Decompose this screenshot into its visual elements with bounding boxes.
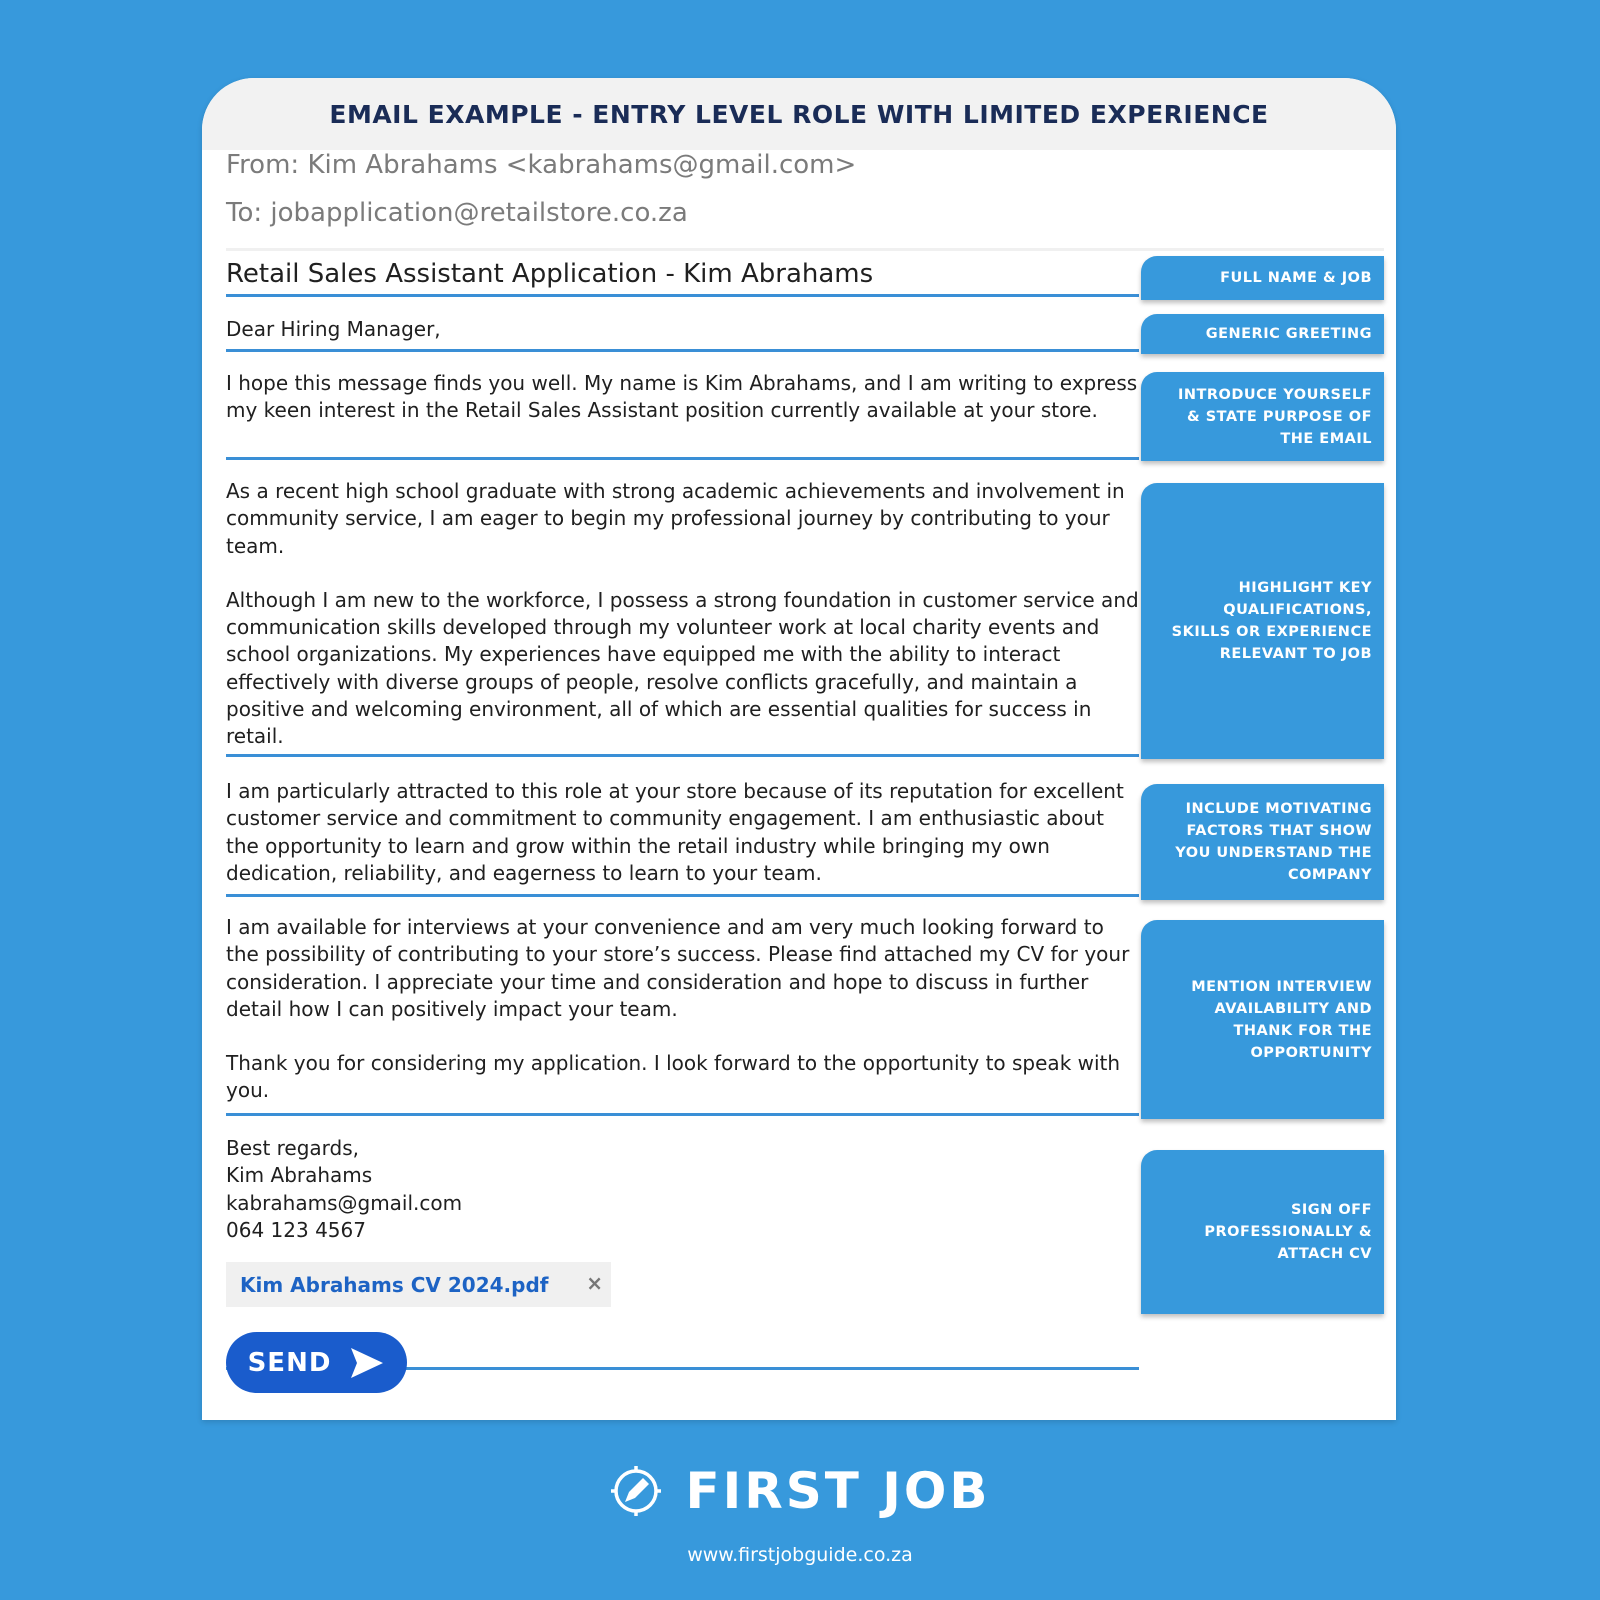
send-arrow-icon xyxy=(349,1346,385,1380)
tag-line: THANK FOR THE xyxy=(1233,1022,1372,1039)
tag-line: INCLUDE MOTIVATING xyxy=(1185,801,1372,817)
availability-row[interactable] xyxy=(226,914,1139,1116)
signoff-closing: Best regards, xyxy=(226,1136,360,1160)
email-card xyxy=(202,78,1396,1420)
tag-generic-greeting xyxy=(1141,314,1384,354)
tag-interview-availability xyxy=(1141,920,1384,1119)
tag-text xyxy=(1178,384,1372,450)
subject-text: Retail Sales Assistant Application - Kim Abrahams xyxy=(226,259,874,289)
compass-pen-icon xyxy=(609,1464,663,1518)
tag-sign-off xyxy=(1141,1150,1384,1314)
tag-line: AVAILABILITY AND xyxy=(1214,1000,1372,1017)
attachment-filename[interactable]: Kim Abrahams CV 2024.pdf xyxy=(240,1272,549,1297)
tag-line: COMPANY xyxy=(1287,867,1372,883)
tag-line: FACTORS THAT SHOW xyxy=(1186,823,1372,839)
tag-line: MENTION INTERVIEW xyxy=(1191,978,1372,995)
tag-line: & STATE PURPOSE OF xyxy=(1187,408,1372,425)
tag-line: HIGHLIGHT KEY xyxy=(1238,580,1372,596)
signoff-name: Kim Abrahams xyxy=(226,1163,373,1188)
motivation-row[interactable] xyxy=(226,778,1139,897)
qualifications-text-1: As a recent high school graduate with strong academic achievements and involvement in community service, I am eager to begin my professional journey by contributing to your team. xyxy=(226,479,1125,558)
signoff-email: kabrahams@gmail.com xyxy=(226,1190,463,1215)
intro-row[interactable] xyxy=(226,370,1139,460)
tag-line: SIGN OFF xyxy=(1290,1202,1372,1218)
tag-line: RELEVANT TO JOB xyxy=(1219,646,1372,662)
availability-text: I am available for interviews at your convenience and am very much looking forward to the possibility of contributing to your store’s success. Please find attached my CV for your consideration. I appreciate your time and consideration and hope to discuss in further detail how I can positively impact your team. xyxy=(226,915,1130,1021)
tag-text xyxy=(1191,976,1372,1064)
from-line: From: Kim Abrahams <kabrahams@gmail.com> xyxy=(226,150,857,180)
brand-name: FIRST JOB xyxy=(685,1462,991,1520)
tag-text xyxy=(1220,267,1372,289)
intro-text: I hope this message finds you well. My name is Kim Abrahams, and I am writing to express my keen interest in the Retail Sales Assistant position currently available at your store. xyxy=(226,371,1138,423)
greeting-text: Dear Hiring Manager, xyxy=(226,317,441,341)
tag-line: FULL NAME & JOB xyxy=(1220,270,1372,286)
tag-full-name-job xyxy=(1141,256,1384,300)
tag-motivating-factors xyxy=(1141,784,1384,900)
tag-highlight-qualifications xyxy=(1141,483,1384,759)
send-button[interactable] xyxy=(226,1332,407,1393)
tag-line: YOU UNDERSTAND THE xyxy=(1175,845,1372,861)
footer-logo xyxy=(0,1462,1600,1520)
subject-row[interactable] xyxy=(226,254,1139,297)
motivation-text: I am particularly attracted to this role at your store because of its reputation for excellent customer service and commitment to community engagement. I am enthusiastic about the opportunity to learn and grow within the retail industry while bringing my own dedication, reliability, and eagerness to learn to your team. xyxy=(226,779,1124,885)
tag-line: QUALIFICATIONS, xyxy=(1223,602,1372,618)
tag-line: THE EMAIL xyxy=(1280,430,1372,447)
qualifications-row[interactable] xyxy=(226,478,1139,757)
tag-text xyxy=(1204,1199,1372,1265)
tag-text xyxy=(1206,323,1372,345)
tag-line: SKILLS OR EXPERIENCE xyxy=(1171,624,1372,640)
tag-line: PROFESSIONALLY & xyxy=(1204,1224,1372,1240)
attachment-chip[interactable] xyxy=(226,1262,611,1307)
footer-url[interactable]: www.firstjobguide.co.za xyxy=(687,1544,913,1566)
qualifications-text-2: Although I am new to the workforce, I possess a strong foundation in customer service and communication skills developed through my volunteer work at local charity events and school organizations. My experiences have equipped me with the ability to interact effectively with diverse groups of people, resolve conflicts gracefully, and maintain a positive and welcoming environment, all of which are essential qualities for success in retail. xyxy=(226,587,1139,749)
to-line: To: jobapplication@retailstore.co.za xyxy=(226,198,688,228)
tag-introduce-yourself xyxy=(1141,372,1384,461)
tag-line: INTRODUCE YOURSELF xyxy=(1177,386,1372,403)
tag-line: GENERIC GREETING xyxy=(1205,326,1372,342)
header-divider xyxy=(226,248,1384,251)
thanks-text: Thank you for considering my application. I look forward to the opportunity to speak with you. xyxy=(226,1051,1121,1103)
signoff-phone: 064 123 4567 xyxy=(226,1217,366,1242)
tag-text xyxy=(1175,798,1372,886)
tag-text xyxy=(1172,577,1372,665)
greeting-row[interactable] xyxy=(226,316,1139,352)
page-title: EMAIL EXAMPLE - ENTRY LEVEL ROLE WITH LIMITED EXPERIENCE xyxy=(202,78,1396,150)
tag-line: OPPORTUNITY xyxy=(1250,1044,1372,1061)
close-icon[interactable]: × xyxy=(586,1271,603,1295)
tag-line: ATTACH CV xyxy=(1277,1246,1372,1262)
send-label: SEND xyxy=(247,1347,332,1378)
